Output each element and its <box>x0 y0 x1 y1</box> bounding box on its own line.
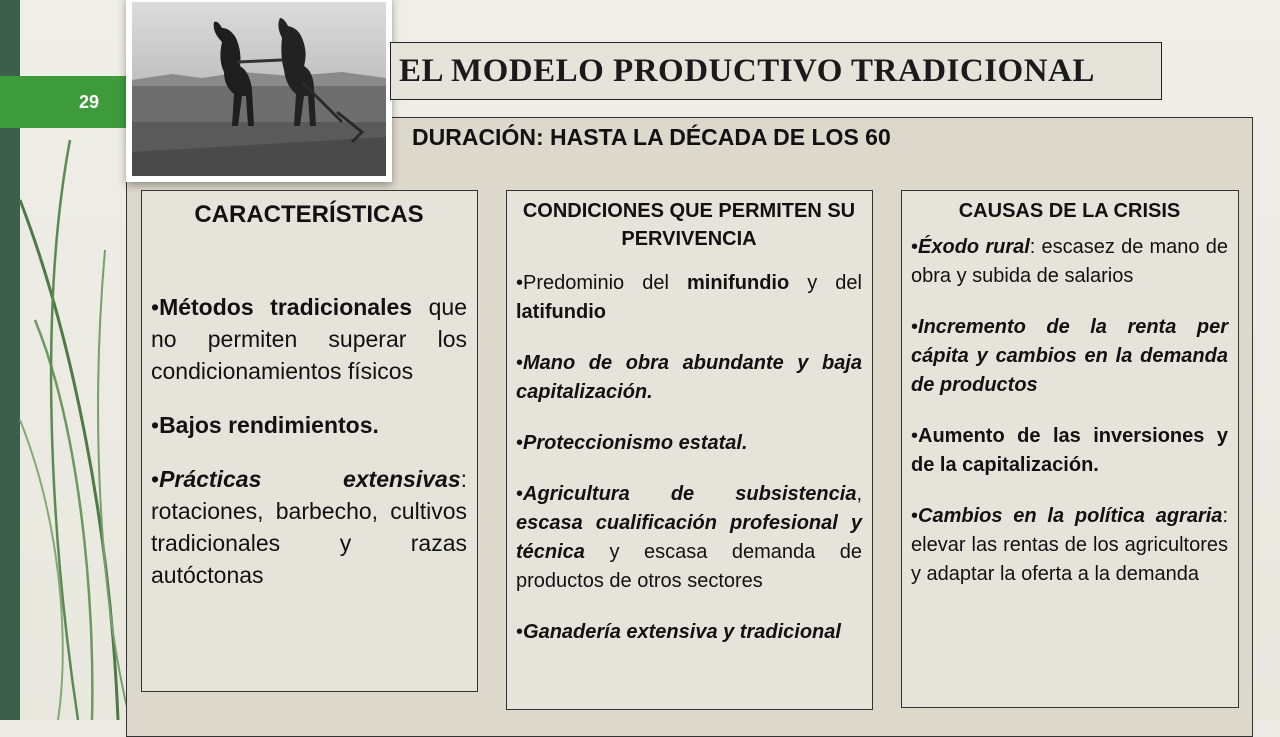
text-run: Incremento de la renta per cápita y cambios en la demanda de productos <box>911 316 1228 396</box>
text-run: Aumento de las inversiones y de la capitalización. <box>911 425 1228 476</box>
column-heading: CAUSAS DE LA CRISIS <box>958 200 1181 222</box>
text-run: , <box>856 483 862 505</box>
text-run: Métodos tradicionales <box>159 294 413 320</box>
text-run: y escasa demanda de productos de otros sectores <box>516 541 862 592</box>
page-number: 29 <box>78 91 100 112</box>
text-run: Prácticas extensivas <box>159 466 461 492</box>
list-item <box>151 291 467 387</box>
text-run: • <box>151 466 160 492</box>
text-run: y del <box>789 272 862 294</box>
text-run: Ganadería extensiva y tradicional <box>523 621 841 643</box>
text-run: • <box>151 412 160 438</box>
text-run: • <box>516 483 524 505</box>
text-run: • <box>911 425 919 447</box>
text-run: latifundio <box>516 301 606 323</box>
crisis-causes-column <box>901 190 1239 708</box>
slide-title: EL MODELO PRODUCTIVO TRADICIONAL <box>399 52 1095 89</box>
page-number-badge <box>0 76 126 128</box>
text-run: que no permiten superar los condicionamientos físicos <box>151 294 467 384</box>
text-run: Agricultura de subsistencia <box>523 483 857 505</box>
list-item <box>516 618 862 647</box>
horse-plough-photo-icon <box>132 2 386 176</box>
text-run: : rotaciones, barbecho, cultivos tradicionales y razas autóctonas <box>151 466 467 588</box>
text-run: escasa cualificación profesional y técnica <box>516 512 862 563</box>
text-run: Bajos rendimientos. <box>159 412 379 438</box>
list-item <box>911 502 1228 589</box>
text-run: • <box>911 316 919 338</box>
text-run: Éxodo rural <box>918 236 1030 258</box>
list-item <box>151 463 467 591</box>
text-run: minifundio <box>686 272 790 294</box>
slide-title-box <box>390 42 1162 100</box>
column-heading: CARACTERÍSTICAS <box>194 201 424 228</box>
list-item <box>516 429 862 458</box>
text-run: Cambios en la política agraria <box>918 505 1223 527</box>
text-run: • <box>516 432 524 454</box>
text-run: • <box>911 505 919 527</box>
list-item <box>911 422 1228 480</box>
text-run: Proteccionismo estatal. <box>523 432 748 454</box>
list-item <box>911 313 1228 400</box>
column-heading: CONDICIONES QUE PERMITEN SU PERVIVENCIA <box>522 200 856 250</box>
text-run: • <box>151 294 160 320</box>
characteristics-column <box>141 190 478 692</box>
horse-plough-photo <box>126 0 392 182</box>
text-run: : escasez de mano de obra y subida de salarios <box>911 236 1228 287</box>
list-item <box>516 269 862 327</box>
list-item <box>151 409 467 441</box>
text-run: • <box>911 236 919 258</box>
list-item <box>516 349 862 407</box>
text-run: Mano de obra abundante y baja capitalización. <box>516 352 862 403</box>
conditions-column <box>506 190 873 710</box>
text-run: • <box>516 621 524 643</box>
list-item <box>911 233 1228 291</box>
text-run: •Predominio del <box>516 272 687 294</box>
duration-heading: DURACIÓN: HASTA LA DÉCADA DE LOS 60 <box>412 124 891 150</box>
list-item <box>516 480 862 596</box>
text-run: : elevar las rentas de los agricultores y adaptar la oferta a la demanda <box>911 505 1228 585</box>
text-run: • <box>516 352 524 374</box>
